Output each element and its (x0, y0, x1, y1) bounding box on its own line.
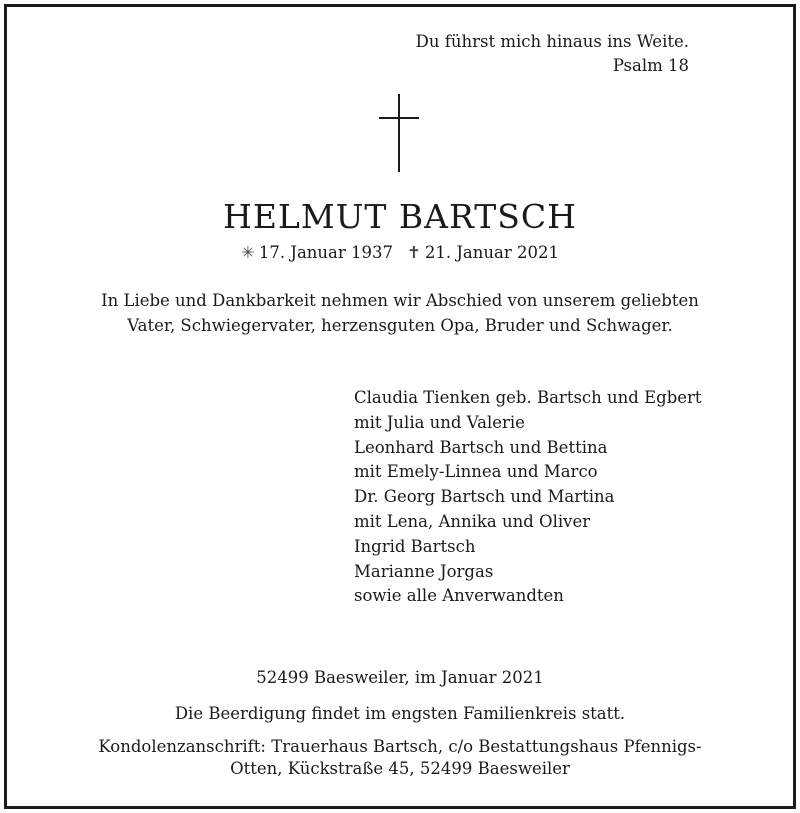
life-dates (0, 241, 800, 265)
mourner-line: mit Julia und Valerie (354, 412, 525, 432)
condolence-line: Otten, Kückstraße 45, 52499 Baesweiler (230, 759, 570, 778)
farewell-text (40, 288, 760, 338)
mourner-line: mit Lena, Annika und Oliver (354, 511, 591, 531)
birth-date: 17. Januar 1937 (258, 243, 393, 262)
mourner-line: Leonhard Bartsch und Bettina (354, 437, 608, 457)
mourner-line: sowie alle Anverwandten (354, 586, 564, 606)
mourner-line: Marianne Jorgas (354, 561, 494, 581)
mourner-line: Ingrid Bartsch (354, 536, 476, 556)
funeral-note: Die Beerdigung findet im engsten Familienkreis statt. (174, 704, 626, 723)
mourner-line: Claudia Tienken geb. Bartsch und Egbert (354, 388, 702, 407)
birth-star-icon: ✳ (241, 243, 255, 262)
mourner-line: Dr. Georg Bartsch und Martina (354, 487, 615, 507)
condolence-address (40, 736, 760, 780)
mourner-line: mit Emely-Linnea und Marco (354, 462, 598, 482)
deceased-name: HELMUT BARTSCH (223, 197, 577, 236)
psalm-quote-block (416, 30, 689, 78)
place-and-date: 52499 Baesweiler, im Januar 2021 (256, 668, 544, 687)
psalm-quote: Du führst mich hinaus ins Weite. (415, 32, 689, 51)
death-cross-icon: ✝ (407, 243, 421, 262)
farewell-line: In Liebe und Dankbarkeit nehmen wir Abschied von unserem geliebten (101, 291, 699, 310)
death-date: 21. Januar 2021 (424, 243, 559, 262)
condolence-line: Kondolenzanschrift: Trauerhaus Bartsch, c/o Bestattungshaus Pfennigs- (98, 737, 702, 756)
psalm-reference: Psalm 18 (612, 56, 689, 75)
farewell-line: Vater, Schwiegervater, herzensguten Opa, Bruder und Schwager. (127, 316, 673, 335)
cross-icon (379, 94, 419, 172)
mourners-list (354, 386, 702, 609)
